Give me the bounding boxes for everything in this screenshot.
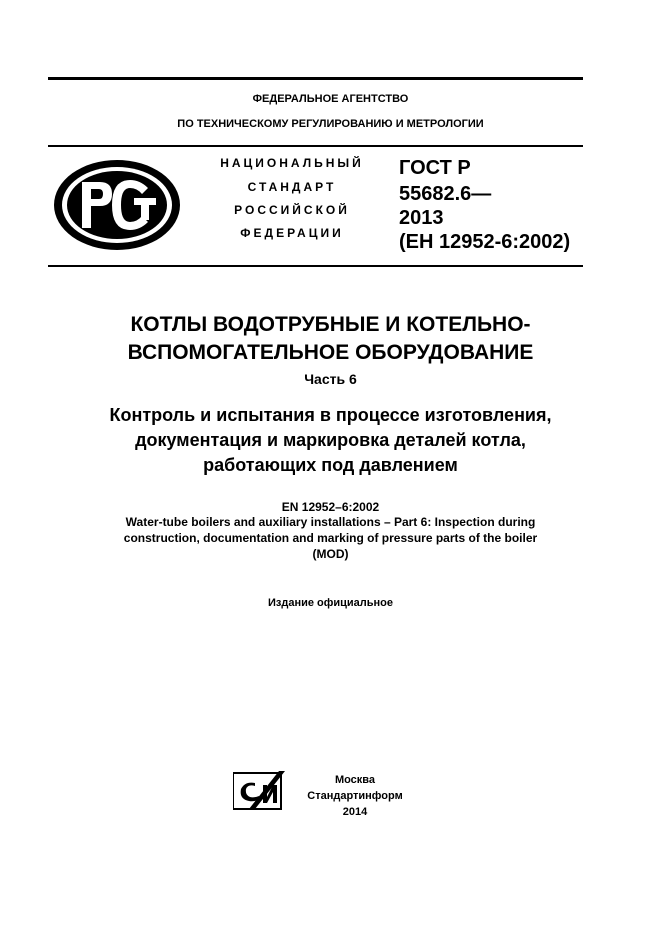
en-title-line-1: Water-tube boilers and auxiliary installations – Part 6: Inspection during: [125, 515, 536, 529]
en-code: EN 12952–6:2002: [281, 500, 380, 514]
gost-designation-line-2: 55682.6—: [399, 183, 492, 205]
standard-type-line-4: ФЕДЕРАЦИИ: [240, 226, 344, 240]
publisher-name: Стандартинформ: [307, 790, 403, 802]
part-number: Часть 6: [304, 371, 357, 387]
en-title-line-3: (MOD): [312, 547, 349, 561]
middle-rule: [48, 145, 583, 147]
subtitle-line-2: документация и маркировка деталей котла,: [135, 430, 526, 450]
bottom-rule: [48, 265, 583, 267]
edition-note: Издание официальное: [267, 597, 394, 609]
document-title-line-1: КОТЛЫ ВОДОТРУБНЫЕ И КОТЕЛЬНО-: [130, 313, 531, 336]
standartinform-logo-icon: [233, 771, 287, 811]
standard-type-line-3: РОССИЙСКОЙ: [234, 203, 350, 217]
standard-type-line-2: СТАНДАРТ: [247, 180, 337, 194]
rst-logo-icon: [52, 158, 182, 252]
document-title-line-2: ВСПОМОГАТЕЛЬНОЕ ОБОРУДОВАНИЕ: [127, 341, 534, 364]
gost-designation-line-4: (ЕН 12952-6:2002): [399, 231, 571, 253]
agency-line-2: ПО ТЕХНИЧЕСКОМУ РЕГУЛИРОВАНИЮ И МЕТРОЛОГИИ: [177, 118, 484, 130]
subtitle-line-3: работающих под давлением: [203, 455, 458, 475]
top-rule: [48, 77, 583, 80]
en-title-line-2: construction, documentation and marking of pressure parts of the boiler: [123, 531, 538, 545]
subtitle-line-1: Контроль и испытания в процессе изготовления,: [109, 405, 552, 425]
publisher-city: Москва: [334, 774, 376, 786]
gost-designation-line-1: ГОСТ Р: [399, 157, 471, 179]
gost-designation-line-3: 2013: [399, 207, 444, 229]
agency-line-1: ФЕДЕРАЛЬНОЕ АГЕНТСТВО: [252, 93, 409, 105]
publication-year: 2014: [342, 806, 368, 818]
standard-type-line-1: НАЦИОНАЛЬНЫЙ: [220, 156, 364, 170]
